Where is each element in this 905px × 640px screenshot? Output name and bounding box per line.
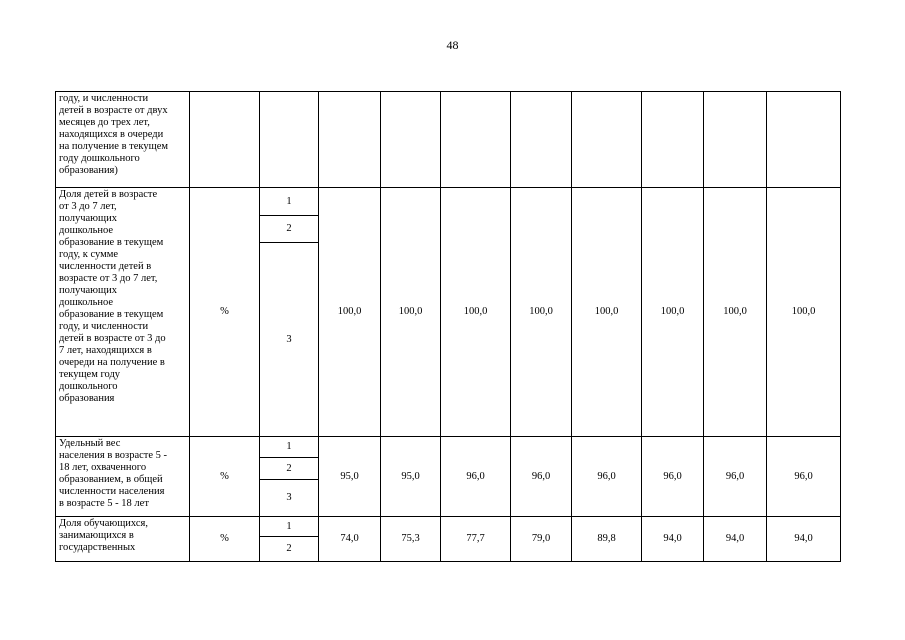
sub-number-cell: 1 xyxy=(260,188,319,216)
value-cell: 75,3 xyxy=(381,517,441,562)
value-cell xyxy=(767,92,841,188)
indicator-table xyxy=(55,91,841,562)
sub-number-cell: 2 xyxy=(260,458,319,480)
table-row xyxy=(56,188,841,216)
value-cell: 79,0 xyxy=(511,517,572,562)
table-row xyxy=(56,437,841,458)
value-cell: 96,0 xyxy=(767,437,841,517)
value-cell: 94,0 xyxy=(704,517,767,562)
sub-number-cell xyxy=(260,92,319,188)
sub-number-cell: 2 xyxy=(260,216,319,243)
value-cell: 96,0 xyxy=(441,437,511,517)
value-cell: 100,0 xyxy=(381,188,441,437)
value-cell xyxy=(319,92,381,188)
unit-cell: % xyxy=(190,437,260,517)
value-cell: 89,8 xyxy=(572,517,642,562)
value-cell: 96,0 xyxy=(511,437,572,517)
value-cell: 95,0 xyxy=(319,437,381,517)
sub-number-cell: 3 xyxy=(260,243,319,437)
unit-cell: % xyxy=(190,517,260,562)
sub-number-cell: 1 xyxy=(260,437,319,458)
value-cell: 100,0 xyxy=(511,188,572,437)
value-cell xyxy=(572,92,642,188)
value-cell: 100,0 xyxy=(572,188,642,437)
value-cell: 95,0 xyxy=(381,437,441,517)
value-cell: 96,0 xyxy=(704,437,767,517)
value-cell: 96,0 xyxy=(642,437,704,517)
value-cell: 94,0 xyxy=(767,517,841,562)
sub-number-cell: 1 xyxy=(260,517,319,537)
value-cell: 94,0 xyxy=(642,517,704,562)
value-cell: 100,0 xyxy=(441,188,511,437)
value-cell xyxy=(704,92,767,188)
indicator-description: году, и численности детей в возрасте от двух месяцев до трех лет, находящихся в очереди на получение в текущем году дошкольного образования) xyxy=(56,92,190,188)
sub-number-cell: 3 xyxy=(260,480,319,517)
value-cell: 100,0 xyxy=(767,188,841,437)
value-cell xyxy=(511,92,572,188)
table-row xyxy=(56,517,841,537)
value-cell: 100,0 xyxy=(319,188,381,437)
unit-cell: % xyxy=(190,188,260,437)
indicator-description: Доля обучающихся, занимающихся в государственных xyxy=(56,517,190,562)
value-cell: 77,7 xyxy=(441,517,511,562)
sub-number-cell: 2 xyxy=(260,537,319,562)
indicator-description: Доля детей в возрасте от 3 до 7 лет, получающих дошкольное образование в текущем году, к сумме численности детей в возрасте от 3 до 7 лет, получающих дошкольное образование в текущем году, и численности детей в возрасте от 3 до 7 лет, находящихся в очереди на получение в текущем году дошкольного образования xyxy=(56,188,190,437)
value-cell xyxy=(441,92,511,188)
value-cell xyxy=(381,92,441,188)
value-cell: 100,0 xyxy=(704,188,767,437)
table-row xyxy=(56,92,841,188)
indicator-description: Удельный вес населения в возрасте 5 - 18 лет, охваченного образованием, в общей численности населения в возрасте 5 - 18 лет xyxy=(56,437,190,517)
page-number: 48 xyxy=(446,38,459,52)
value-cell xyxy=(642,92,704,188)
unit-cell xyxy=(190,92,260,188)
value-cell: 100,0 xyxy=(642,188,704,437)
value-cell: 96,0 xyxy=(572,437,642,517)
value-cell: 74,0 xyxy=(319,517,381,562)
